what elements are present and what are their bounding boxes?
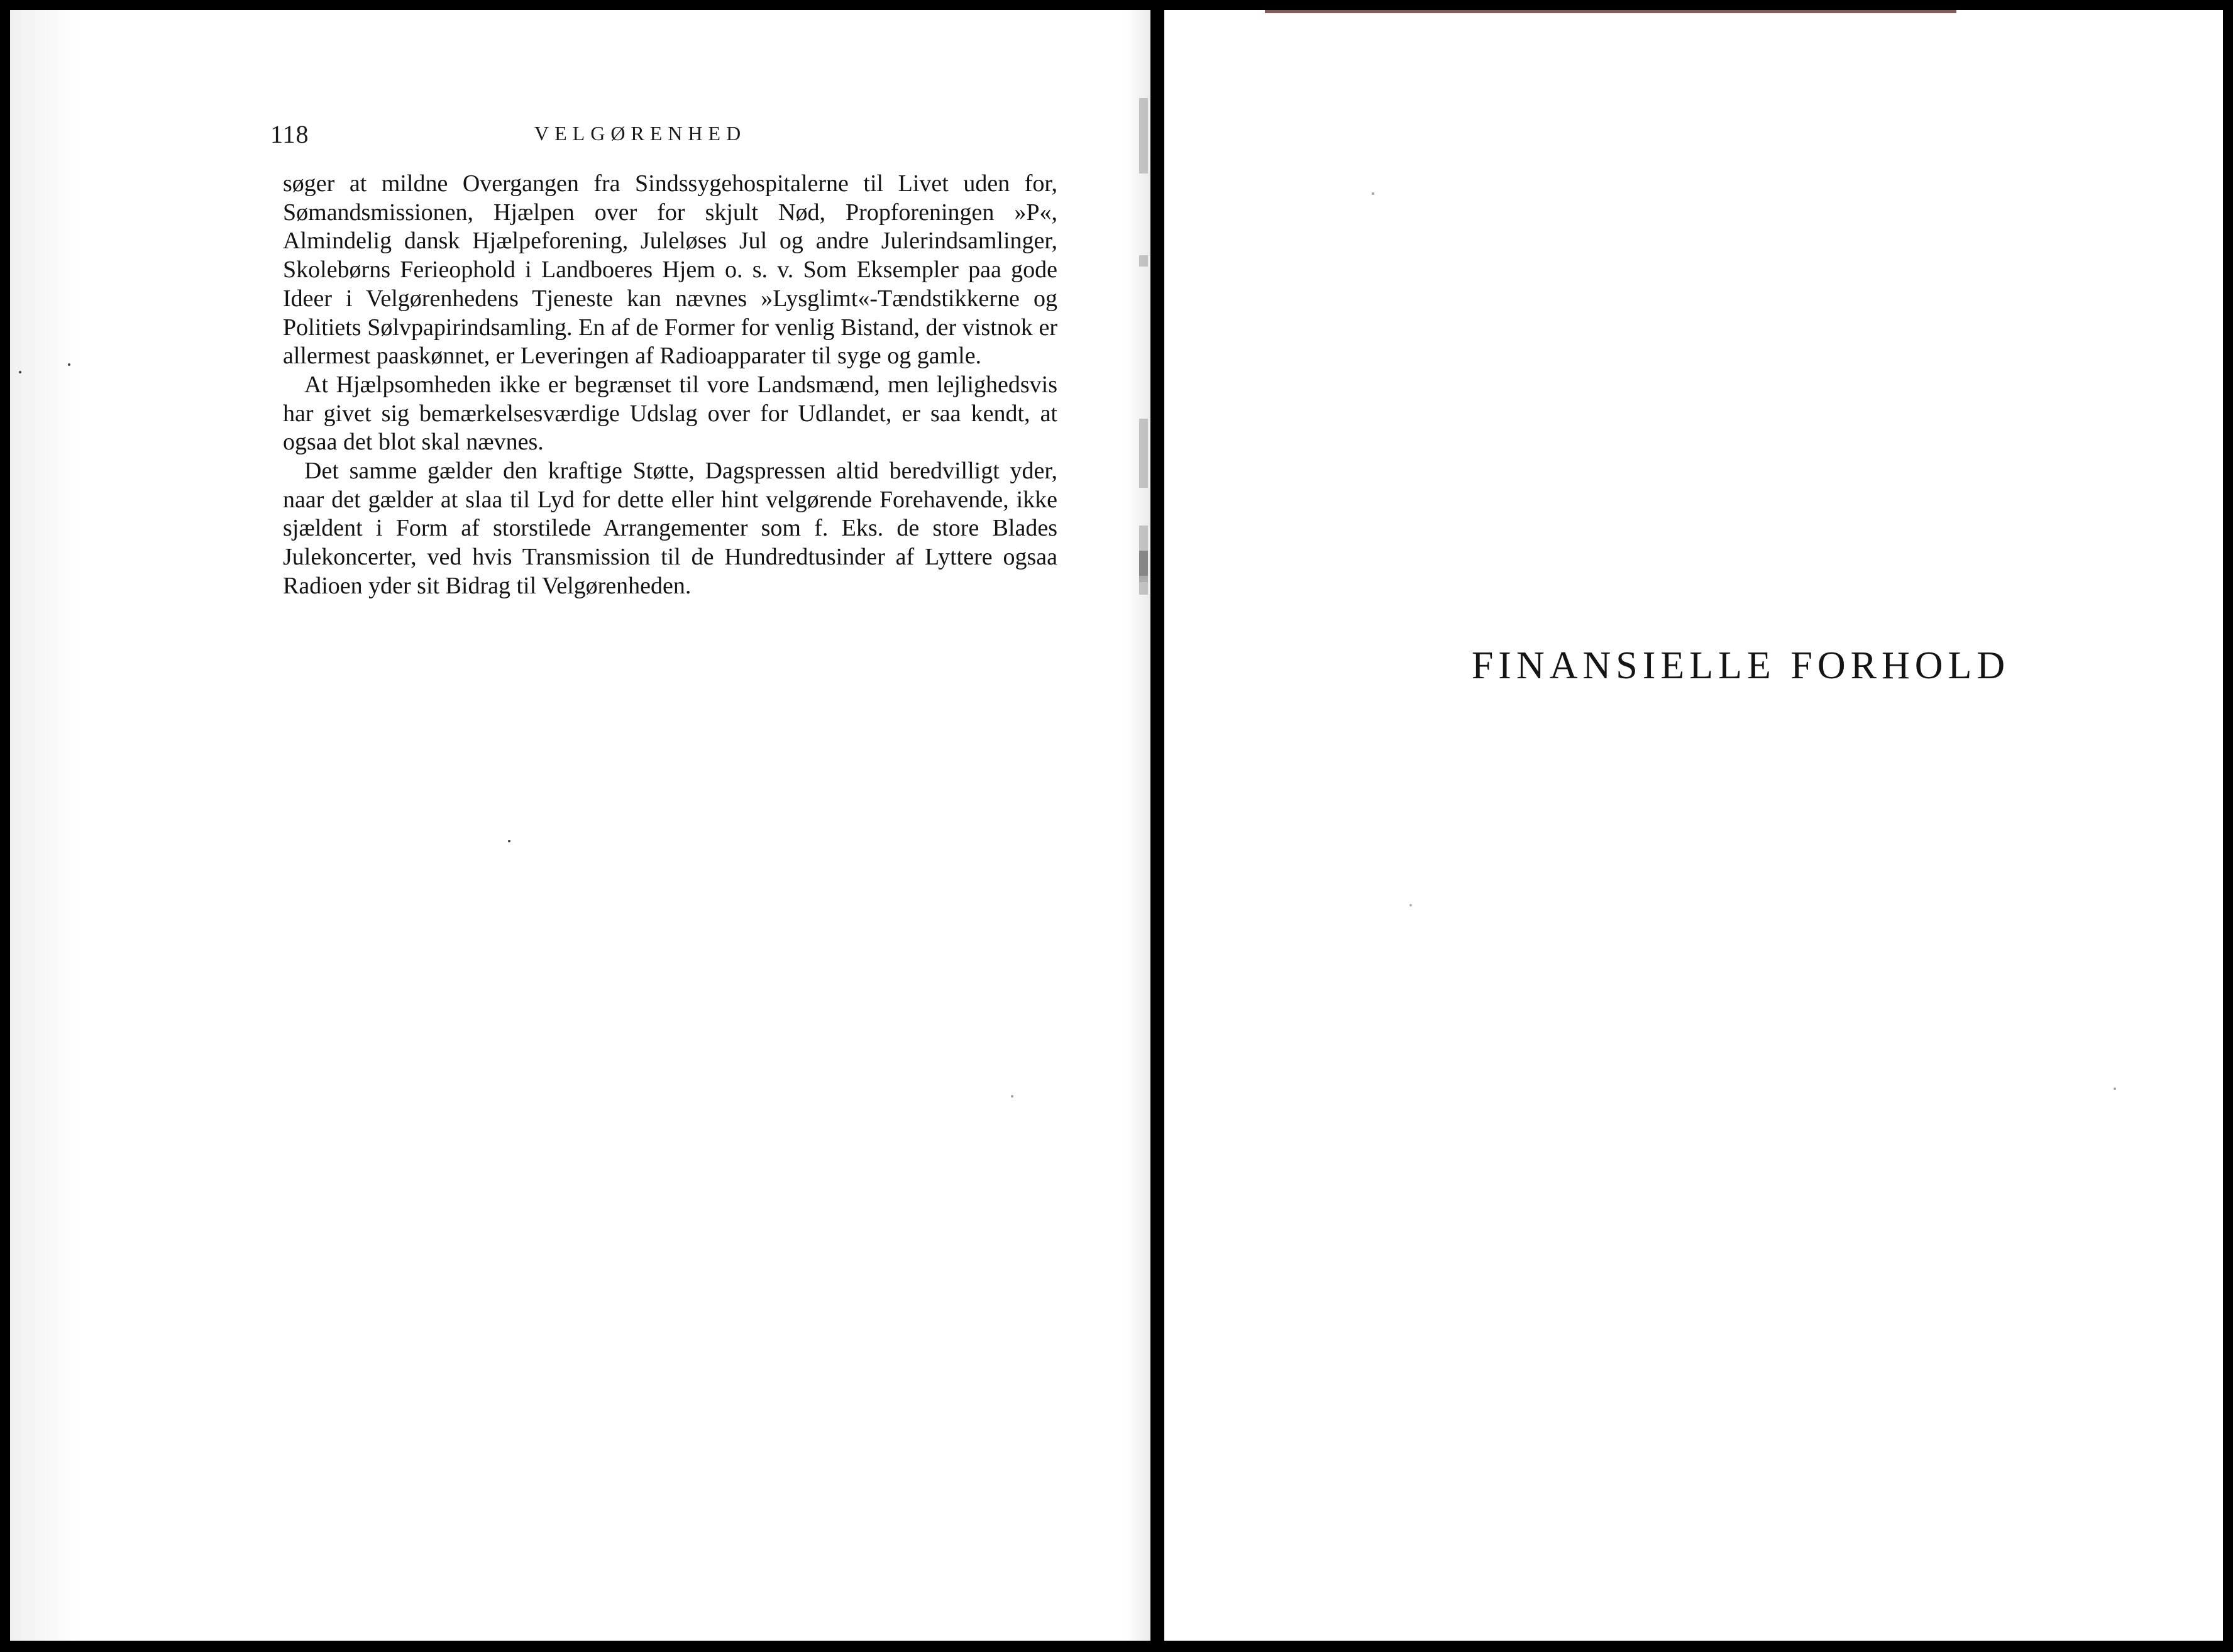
scan-speck <box>1372 192 1374 195</box>
page-edge-shading <box>10 10 79 1641</box>
scan-speck <box>68 363 70 366</box>
scan-speck <box>19 371 21 373</box>
chapter-title: FINANSIELLE FORHOLD <box>1471 644 2010 687</box>
page-top-edge <box>1265 10 1956 13</box>
right-page <box>1164 10 2223 1641</box>
left-page <box>10 10 1150 1641</box>
scan-speck <box>508 840 510 842</box>
gutter-scan-marks <box>1139 10 1148 1641</box>
paragraph: søger at mildne Overgangen fra Sindssygehospitalerne til Livet uden for, Sømandsmissionen, Hjælpen over for skjult Nød, Propforeningen »P«, Almindelig dansk Hjælpeforening, Juleløses Jul og andre Julerindsamlinger, Skolebørns Ferieophold i Landboeres Hjem o. s. v. Som Eksempler paa gode Ideer i Velgørenhedens Tjeneste kan nævnes »Lysglimt«-Tændstikkerne og Politiets Sølvpapirindsamling. En af de Former for venlig Bistand, der vistnok er allermest paaskønnet, er Leveringen af Radioapparater til syge og gamle. <box>283 170 1057 370</box>
body-text <box>283 170 1057 601</box>
paragraph: Det samme gælder den kraftige Støtte, Dagspressen altid beredvilligt yder, naar det gælder at slaa til Lyd for dette eller hint velgørende Forehavende, ikke sjældent i Form af storstilede Arrangementer som f. Eks. de store Blades Julekoncerter, ved hvis Transmission til de Hundredtusinder af Lyttere ogsaa Radioen yder sit Bidrag til Velgørenheden. <box>283 458 1057 599</box>
running-title: VELGØRENHED <box>534 122 747 145</box>
running-head <box>270 117 1064 155</box>
paragraph: At Hjælpsomheden ikke er begrænset til vore Landsmænd, men lejlighedsvis har givet sig bemærkelsesværdige Udslag over for Udlandet, er saa kendt, at ogsaa det blot skal nævnes. <box>283 371 1057 456</box>
page-number: 118 <box>270 120 309 148</box>
scan-speck <box>2114 1088 2116 1090</box>
scan-speck <box>1409 904 1412 906</box>
scan-speck <box>1011 1095 1013 1098</box>
